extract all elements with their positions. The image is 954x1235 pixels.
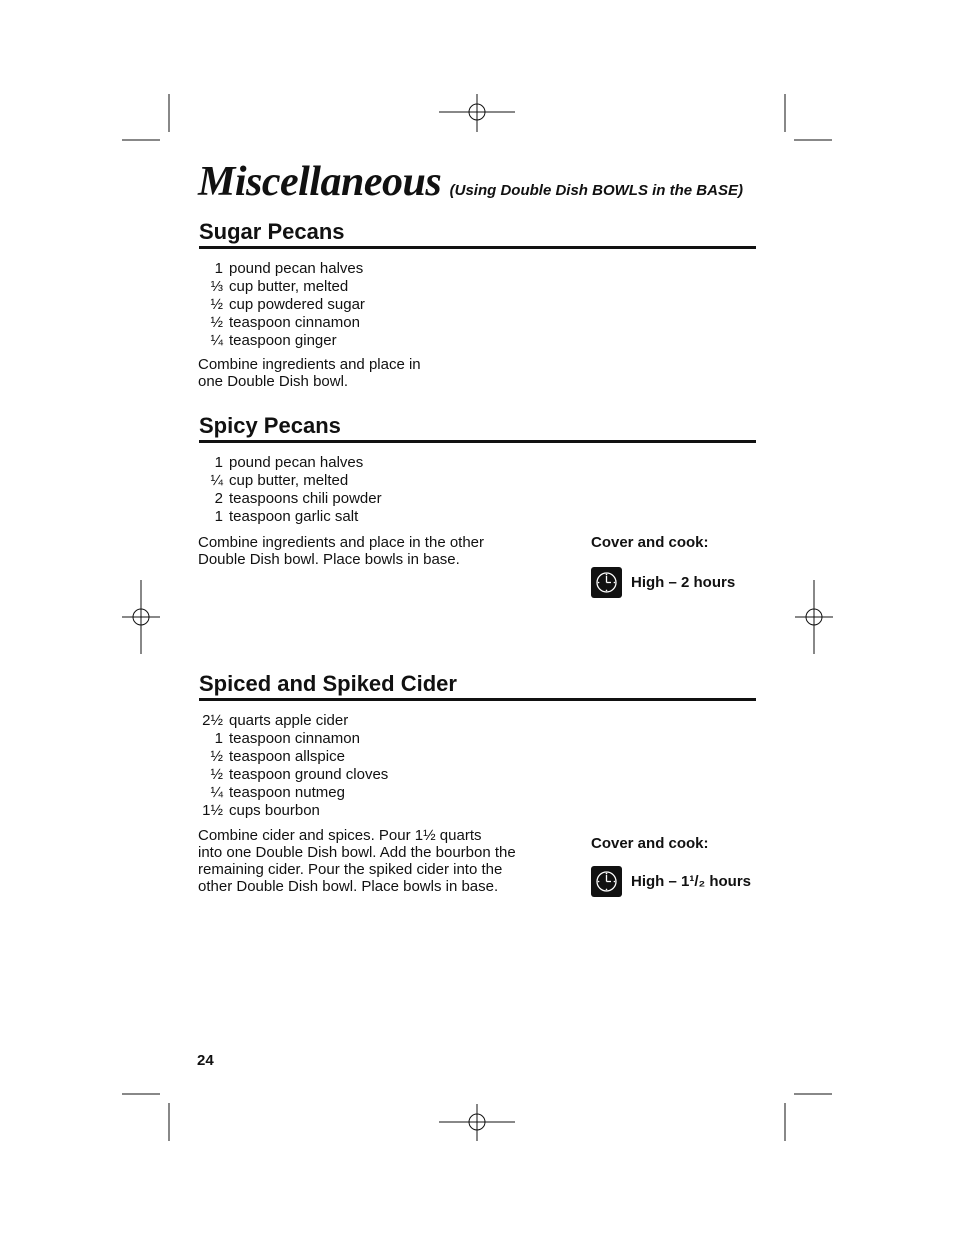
ingredient-qty: ½ bbox=[210, 748, 223, 765]
ingredient-row bbox=[198, 730, 498, 748]
ingredient-list-sugar-pecans bbox=[198, 260, 498, 350]
ingredient-row bbox=[198, 490, 498, 508]
ingredient-item: cup butter, melted bbox=[229, 472, 349, 489]
directions-line: one Double Dish bowl. bbox=[198, 373, 349, 390]
ingredient-qty: ⅓ bbox=[210, 278, 223, 295]
ingredient-item: teaspoon garlic salt bbox=[229, 508, 359, 525]
directions-line: Double Dish bowl. Place bowls in base. bbox=[198, 551, 460, 568]
ingredient-item: cup powdered sugar bbox=[229, 296, 365, 313]
ingredient-row bbox=[198, 784, 498, 802]
ingredient-qty: ¼ bbox=[210, 332, 223, 349]
page-number: 24 bbox=[197, 1052, 214, 1069]
ingredient-item: pound pecan halves bbox=[229, 454, 364, 471]
ingredient-qty: 1 bbox=[214, 730, 223, 747]
page-subtitle: (Using Double Dish BOWLS in the BASE) bbox=[449, 182, 743, 199]
recipe-title-spiced-cider: Spiced and Spiked Cider bbox=[199, 670, 756, 701]
directions-spicy-pecans bbox=[198, 534, 484, 568]
clock-icon bbox=[591, 567, 622, 598]
recipe-title-sugar-pecans: Sugar Pecans bbox=[199, 218, 756, 249]
ingredient-row bbox=[198, 472, 498, 490]
ingredient-item: teaspoon nutmeg bbox=[229, 784, 345, 801]
ingredient-qty: ½ bbox=[210, 766, 223, 783]
ingredient-row bbox=[198, 332, 498, 350]
ingredient-item: teaspoon ground cloves bbox=[229, 766, 389, 783]
ingredient-item: cups bourbon bbox=[229, 802, 320, 819]
ingredient-qty: 1 bbox=[214, 508, 223, 525]
ingredient-qty: ¼ bbox=[210, 472, 223, 489]
ingredient-qty: 1 bbox=[214, 260, 223, 277]
cook-time: High – 2 hours bbox=[631, 573, 736, 591]
directions-line: Combine cider and spices. Pour 1½ quarts bbox=[198, 827, 482, 844]
ingredient-row bbox=[198, 454, 498, 472]
ingredient-row bbox=[198, 766, 498, 784]
ingredient-row bbox=[198, 508, 498, 526]
registration-mark-top bbox=[439, 94, 515, 132]
page-title-text: Miscellaneous bbox=[198, 159, 442, 205]
clock-icon bbox=[591, 866, 622, 897]
cook-label-spiced-cider: Cover and cook: bbox=[591, 835, 709, 852]
directions-line: other Double Dish bowl. Place bowls in base. bbox=[198, 878, 499, 895]
ingredient-qty: ½ bbox=[210, 296, 223, 313]
ingredient-list-spiced-cider bbox=[198, 712, 498, 820]
ingredient-row bbox=[198, 260, 498, 278]
directions-line: Combine ingredients and place in the other bbox=[198, 534, 485, 551]
directions-line: Combine ingredients and place in bbox=[198, 356, 421, 373]
registration-mark-bottom bbox=[439, 1104, 515, 1141]
ingredient-item: teaspoon ginger bbox=[229, 332, 337, 349]
ingredient-item: teaspoon allspice bbox=[229, 748, 345, 765]
directions-sugar-pecans bbox=[198, 356, 421, 390]
ingredient-item: teaspoon cinnamon bbox=[229, 730, 360, 747]
ingredient-item: teaspoons chili powder bbox=[229, 490, 382, 507]
cook-label-spicy-pecans: Cover and cook: bbox=[591, 534, 709, 551]
directions-line: remaining cider. Pour the spiked cider into the bbox=[198, 861, 503, 878]
cook-setting-spiced-cider bbox=[591, 864, 751, 898]
ingredient-row bbox=[198, 712, 498, 730]
ingredient-qty: 1 bbox=[214, 454, 223, 471]
ingredient-row bbox=[198, 296, 498, 314]
ingredient-qty: ½ bbox=[210, 314, 223, 331]
ingredient-item: quarts apple cider bbox=[229, 712, 349, 729]
ingredient-row bbox=[198, 314, 498, 332]
ingredient-row bbox=[198, 802, 498, 820]
ingredient-item: teaspoon cinnamon bbox=[229, 314, 360, 331]
directions-line: into one Double Dish bowl. Add the bourbon the bbox=[198, 844, 516, 861]
ingredient-qty: 2 bbox=[214, 490, 223, 507]
page-title bbox=[198, 158, 743, 206]
ingredient-qty: 1½ bbox=[202, 802, 223, 819]
ingredient-item: pound pecan halves bbox=[229, 260, 364, 277]
recipe-title-spicy-pecans: Spicy Pecans bbox=[199, 412, 756, 443]
cook-setting-spicy-pecans bbox=[591, 565, 735, 599]
ingredient-row bbox=[198, 748, 498, 766]
ingredient-item: cup butter, melted bbox=[229, 278, 349, 295]
ingredient-list-spicy-pecans bbox=[198, 454, 498, 526]
directions-spiced-cider bbox=[198, 827, 516, 895]
ingredient-qty: ¼ bbox=[210, 784, 223, 801]
registration-mark-right bbox=[795, 580, 833, 654]
ingredient-row bbox=[198, 278, 498, 296]
ingredient-qty: 2½ bbox=[202, 712, 223, 729]
registration-mark-left bbox=[122, 580, 160, 654]
cook-time: High – 1¹/₂ hours bbox=[631, 872, 752, 890]
